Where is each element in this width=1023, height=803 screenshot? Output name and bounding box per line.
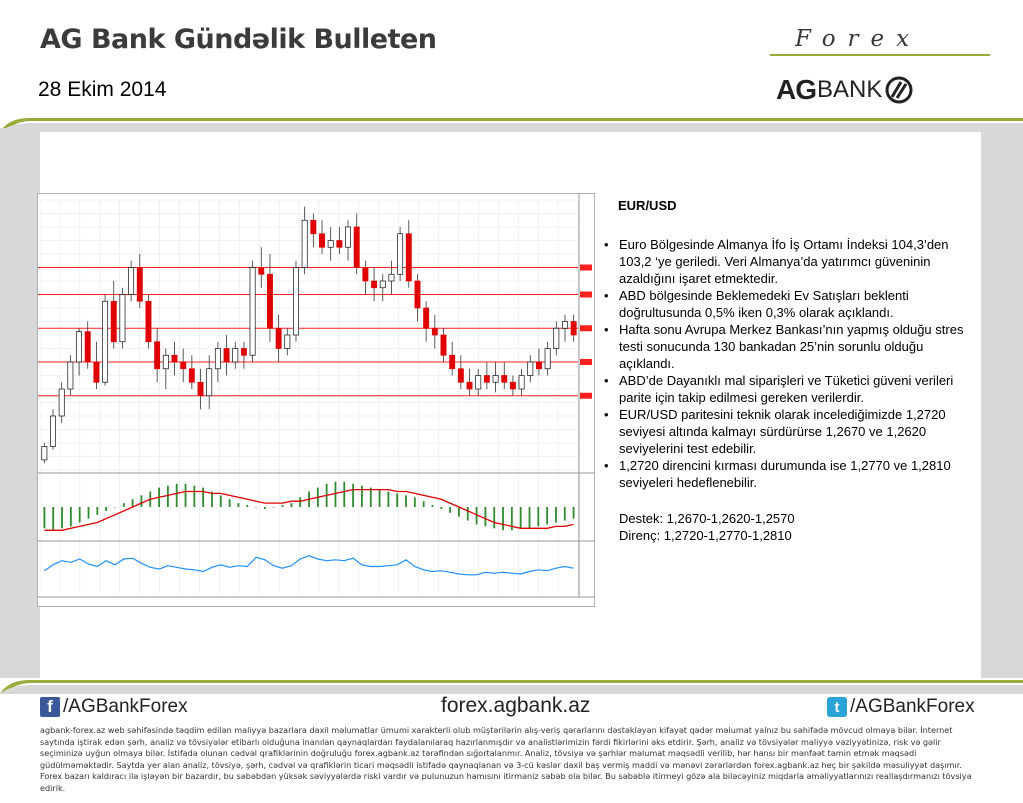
candle-body [380, 281, 385, 288]
candle-body [68, 362, 73, 389]
price-level-marker [580, 265, 592, 271]
candle-body [267, 274, 272, 328]
macd-bar [546, 507, 548, 524]
candle-body [259, 268, 264, 275]
macd-bar [493, 507, 495, 528]
facebook-link[interactable] [40, 696, 188, 718]
macd-bar [352, 484, 354, 507]
macd-bar [573, 507, 575, 519]
candle-body [276, 328, 281, 348]
macd-bar [396, 493, 398, 507]
candle-body [319, 234, 324, 248]
macd-bar [52, 507, 54, 530]
page-title: AG Bank Gündəlik Bulleten [40, 24, 437, 55]
candle-body [42, 446, 47, 460]
candle-body [146, 301, 151, 342]
candle-body [129, 268, 134, 295]
candle-body [562, 322, 567, 329]
candle-body [502, 376, 507, 383]
macd-bar [299, 497, 301, 507]
candle-body [85, 332, 90, 362]
candle-body [536, 362, 541, 369]
forex-label: Forex [795, 26, 922, 52]
rsi-line [44, 556, 573, 575]
forex-divider [770, 54, 990, 56]
candle-body [181, 362, 186, 369]
support-levels: Destek: 1,2670-1,2620-1,2570 [619, 511, 795, 526]
candle-body [137, 268, 142, 302]
right-margin-bar [981, 128, 1023, 678]
facebook-icon: f [40, 697, 60, 717]
candle-body [484, 376, 489, 383]
candle-body [302, 220, 307, 267]
candle-body [554, 328, 559, 348]
candle-body [207, 369, 212, 396]
macd-bar [467, 507, 469, 521]
macd-bar [229, 499, 231, 507]
candle-body [354, 227, 359, 268]
macd-bar [290, 503, 292, 507]
candle-body [389, 274, 394, 281]
left-margin-bar [0, 128, 40, 678]
macd-bar [537, 507, 539, 526]
macd-bar [335, 482, 337, 507]
macd-bar [529, 507, 531, 528]
bulletin-text [603, 197, 978, 544]
macd-bar [238, 503, 240, 507]
price-level-marker [580, 393, 592, 399]
macd-bar [176, 484, 178, 507]
agbank-mark-icon [884, 76, 914, 104]
candle-body [458, 369, 463, 383]
candle-body [476, 376, 481, 390]
candle-body [528, 362, 533, 376]
candle-body [311, 220, 316, 234]
candle-body [59, 389, 64, 416]
candle-body [424, 308, 429, 328]
list-item: • Euro Bölgesinde Almanya İfo İş Ortamı İndeksi 104,3’den 103,2 ‘ye geriledi. Veri Almanya’da yatırımcı güveninin azaldığını işaret etmektedir. [603, 236, 978, 287]
list-item: • ABD’de Dayanıklı mal siparişleri ve Tüketici güveni verileri parite için takip edilmesi gereken verilerdir. [603, 372, 978, 406]
candle-body [163, 355, 168, 369]
macd-bar [282, 505, 284, 507]
candle-body [406, 234, 411, 281]
macd-bar [141, 495, 143, 507]
twitter-handle: /AGBankForex [850, 696, 975, 717]
candle-body [371, 281, 376, 288]
macd-bar [88, 507, 90, 519]
macd-bar [114, 507, 116, 508]
macd-bar [379, 490, 381, 507]
macd-bar [105, 507, 107, 511]
website-link[interactable]: forex.agbank.az [441, 694, 591, 717]
logo-ag-text: AG [776, 74, 816, 105]
candle-body [102, 301, 107, 382]
chart-svg [38, 194, 594, 606]
candle-body [155, 342, 160, 369]
macd-bar [255, 507, 257, 508]
price-level-marker [580, 325, 592, 331]
macd-bar [458, 507, 460, 517]
candle-body [493, 376, 498, 383]
macd-bar [70, 507, 72, 526]
candle-body [571, 322, 576, 336]
price-level-marker [580, 292, 592, 298]
macd-bar [167, 486, 169, 507]
macd-bar [361, 486, 363, 507]
bulletin-date: 28 Ekim 2014 [38, 78, 167, 101]
macd-bar [555, 507, 557, 523]
macd-bar [185, 484, 187, 507]
macd-bar [432, 505, 434, 507]
facebook-handle: /AGBankForex [63, 696, 188, 717]
macd-bar [414, 497, 416, 507]
candle-body [398, 234, 403, 275]
list-item: • 1,2720 direncini kırması durumunda ise 1,2770 ve 1,2810 seviyeleri hedeflenebilir. [603, 457, 978, 491]
candle-body [450, 355, 455, 369]
currency-pair-heading: EUR/USD [618, 198, 677, 213]
macd-bar [132, 499, 134, 507]
macd-bar [202, 488, 204, 507]
macd-bar [246, 505, 248, 507]
candle-body [189, 369, 194, 383]
candle-body [293, 268, 298, 336]
macd-bar [370, 488, 372, 507]
macd-bar [123, 503, 125, 507]
macd-bar [502, 507, 504, 530]
candle-body [285, 335, 290, 349]
candle-body [415, 281, 420, 308]
candle-body [519, 376, 524, 390]
macd-bar [440, 507, 442, 509]
candle-body [76, 332, 81, 362]
candle-body [432, 328, 437, 335]
analysis-list [603, 236, 978, 491]
candle-body [233, 349, 238, 363]
twitter-link[interactable] [827, 696, 975, 718]
macd-bar [273, 507, 275, 508]
candle-body [172, 355, 177, 362]
macd-bar [564, 507, 566, 521]
candle-body [94, 362, 99, 382]
candle-body [467, 382, 472, 389]
eurusd-chart [37, 193, 595, 607]
candle-body [363, 268, 368, 282]
candle-body [224, 349, 229, 363]
macd-bar [220, 495, 222, 507]
macd-bar [264, 507, 266, 509]
candle-body [215, 349, 220, 369]
candle-body [50, 416, 55, 446]
list-item: • Hafta sonu Avrupa Merkez Bankası’nın yapmış olduğu stres testi sonucunda 130 bankadan 25’nin sorunlu olduğu açıklandı. [603, 321, 978, 372]
macd-bar [193, 486, 195, 507]
macd-bar [484, 507, 486, 526]
twitter-icon: t [827, 697, 847, 717]
macd-bar [79, 507, 81, 523]
candle-body [510, 382, 515, 389]
candle-body [250, 268, 255, 356]
candle-body [337, 241, 342, 248]
candle-body [345, 227, 350, 247]
logo-bank-text: BANK [817, 76, 883, 103]
price-level-marker [580, 359, 592, 365]
candle-body [441, 335, 446, 355]
bottom-swoosh [0, 672, 1023, 694]
macd-bar [44, 507, 46, 528]
levels-block [619, 510, 978, 544]
disclaimer: agbank-forex.az web səhifəsində təqdim edilən maliyyə bazarlara daxil məlumatlar ümumi xarakterli olub müştərilərin alış-veriş qərarlarını dəstəkləyən kifayət qədər məlumat yalnız bu səhifədə mövcud olmaya bilər. İnternet saytında iştirak edən şərh, analiz və tövsiyələr etibarlı olduğuna inanılan qaynaqlardan faydalanılaraq hazırlanmışdır və analistlərimizin fərdi fikirlərini əks etdirir. Şərh, analiz və tövsiyələr maliyyə vəziyyətinizə, risk və gəlir seçiminizə uyğun olmaya bilər. İstifadə olunan cədvəl qrafiklərinin doğruluğu forex.agbank.az tərəfindən sığortalanmır. Analiz, tövsiyə və şərhlər məlumat məqsədli verilib, hər hansı bir mənfəət təmin etmək məqsədi güdülməməktədir. Saytda yer alan analiz, tövsiyə, şərh, cədvəl və qrafiklərin ticari məqsədli istifadə qaynaqlanan və 3-cü kəslər daxil baş vermiş maddi və mənəvi zərərlərdən forex.agbank.az heç bir şəkildə məsuliyyət daşımır. Forex bazarı kaldıracı ilə işləyən bir bazardır, bu səbəbdən yüksək səviyyələrdə riski vardır və pulunuzun hamısını itirməniz səbəb ola bilər. Bu səbəblə itirmeyi gözə ala biləcəyiniz miqdarla əməliyyatlarınızı reallaşdırmanızı tövsiyə edirik. [40, 725, 972, 793]
resistance-levels: Direnç: 1,2720-1,2770-1,2810 [619, 528, 792, 543]
macd-bar [61, 507, 63, 528]
macd-bar [423, 501, 425, 507]
list-item: • ABD bölgesinde Beklemedeki Ev Satışları beklenti doğrultusunda 0,5% iken 0,3% olarak açıklandı. [603, 287, 978, 321]
list-item: • EUR/USD paritesini teknik olarak incelediğimizde 1,2720 seviyesi altında kalmayı sürdürürse 1,2670 ve 1,2620 seviyelerini test edebilir. [603, 406, 978, 457]
candle-body [198, 382, 203, 396]
candle-body [241, 349, 246, 356]
candle-body [545, 349, 550, 369]
macd-bar [449, 507, 451, 513]
candle-body [111, 301, 116, 342]
candle-body [120, 295, 125, 342]
top-swoosh [0, 112, 1023, 132]
header [0, 0, 1023, 125]
macd-bar [387, 492, 389, 508]
candle-body [328, 241, 333, 248]
macd-bar [96, 507, 98, 515]
macd-bar [520, 507, 522, 528]
macd-bar [405, 495, 407, 507]
macd-bar [343, 482, 345, 507]
agbank-logo [776, 74, 914, 106]
